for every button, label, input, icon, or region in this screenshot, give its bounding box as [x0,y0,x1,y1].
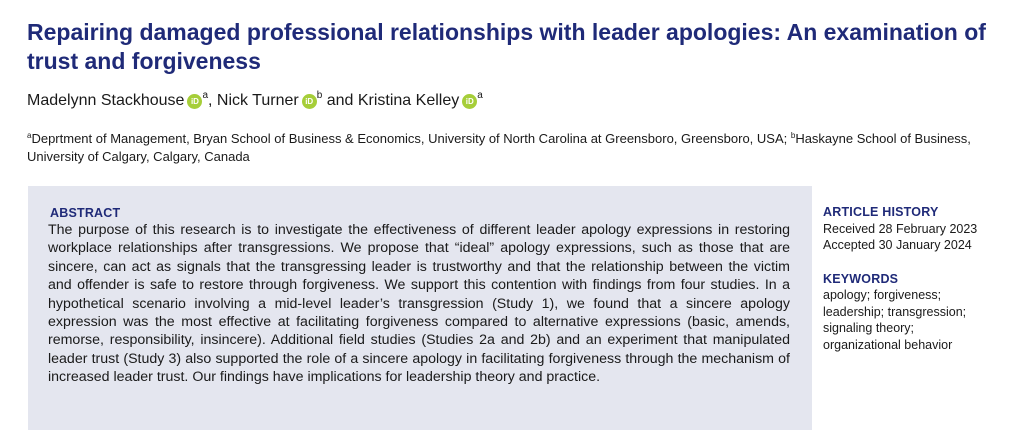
article-sidebar [823,204,1013,353]
keyword-line: organizational behavior [823,337,953,352]
keyword-line: apology; forgiveness; [823,288,942,302]
author-list [27,90,483,112]
affiliation-marker-a: a [27,131,32,140]
affiliation-marker: b [316,90,323,101]
abstract-panel [28,186,812,430]
affiliation-a-text: Deprtment of Management, Bryan School of Business & Economics, University of North Carolina at Greensboro, Greensboro, USA; [31,131,791,146]
abstract-body: The purpose of this research is to investigate the effectiveness of different leader apology expressions in restoring workplace relationships after transgressions. We propose that “ideal” apology expressions, such as those that are sincere, can act as signals that the transgressing leader is trustworthy and that the relationship between the victim and offender is safe to restore through forgiveness. We support this contention with findings from four studies. In a hypothetical scenario involving a mid-level leader’s transgression (Study 1), we found that a sincere apology expression was the most effective at facilitating forgiveness compared to alternative expressions (basic, amends, remorse, responsibility, insincere). Additional field studies (Studies 2a and 2b) and an experiment that manipulated leader trust (Study 3) also supported the role of a sincere apology in facilitating forgiveness through the mechanism of increased leader trust. Our findings have implications for leadership theory and practice. [48,222,790,386]
affiliation-marker: a [202,90,208,101]
article-history-heading: ARTICLE HISTORY [823,205,939,219]
author-separator: , [208,92,217,109]
orcid-icon[interactable]: iD [462,94,477,109]
keyword-line: leadership; transgression; [823,304,967,319]
article-history [823,204,1013,254]
article-title: Repairing damaged professional relationships with leader apologies: An examination of trust and forgiveness [27,19,986,74]
author-name[interactable]: Madelynn Stackhouse [27,92,185,109]
keyword-line: signaling theory; [823,321,915,335]
orcid-icon[interactable]: iD [187,94,202,109]
affiliation-b-text: Haskayne School of Business, University of Calgary, Calgary, Canada [27,131,971,164]
affiliation-marker: a [477,90,483,101]
received-date: Received 28 February 2023 [823,221,978,236]
affiliations [27,130,1002,166]
keywords [823,271,1013,354]
author-name[interactable]: Kristina Kelley [357,92,460,109]
author-name[interactable]: Nick Turner [216,92,299,109]
abstract-heading: ABSTRACT [50,206,121,220]
affiliation-marker-b: b [790,131,796,140]
orcid-icon[interactable]: iD [302,94,317,109]
author-separator: and [322,92,358,109]
accepted-date: Accepted 30 January 2024 [823,238,972,252]
keywords-heading: KEYWORDS [823,271,899,286]
